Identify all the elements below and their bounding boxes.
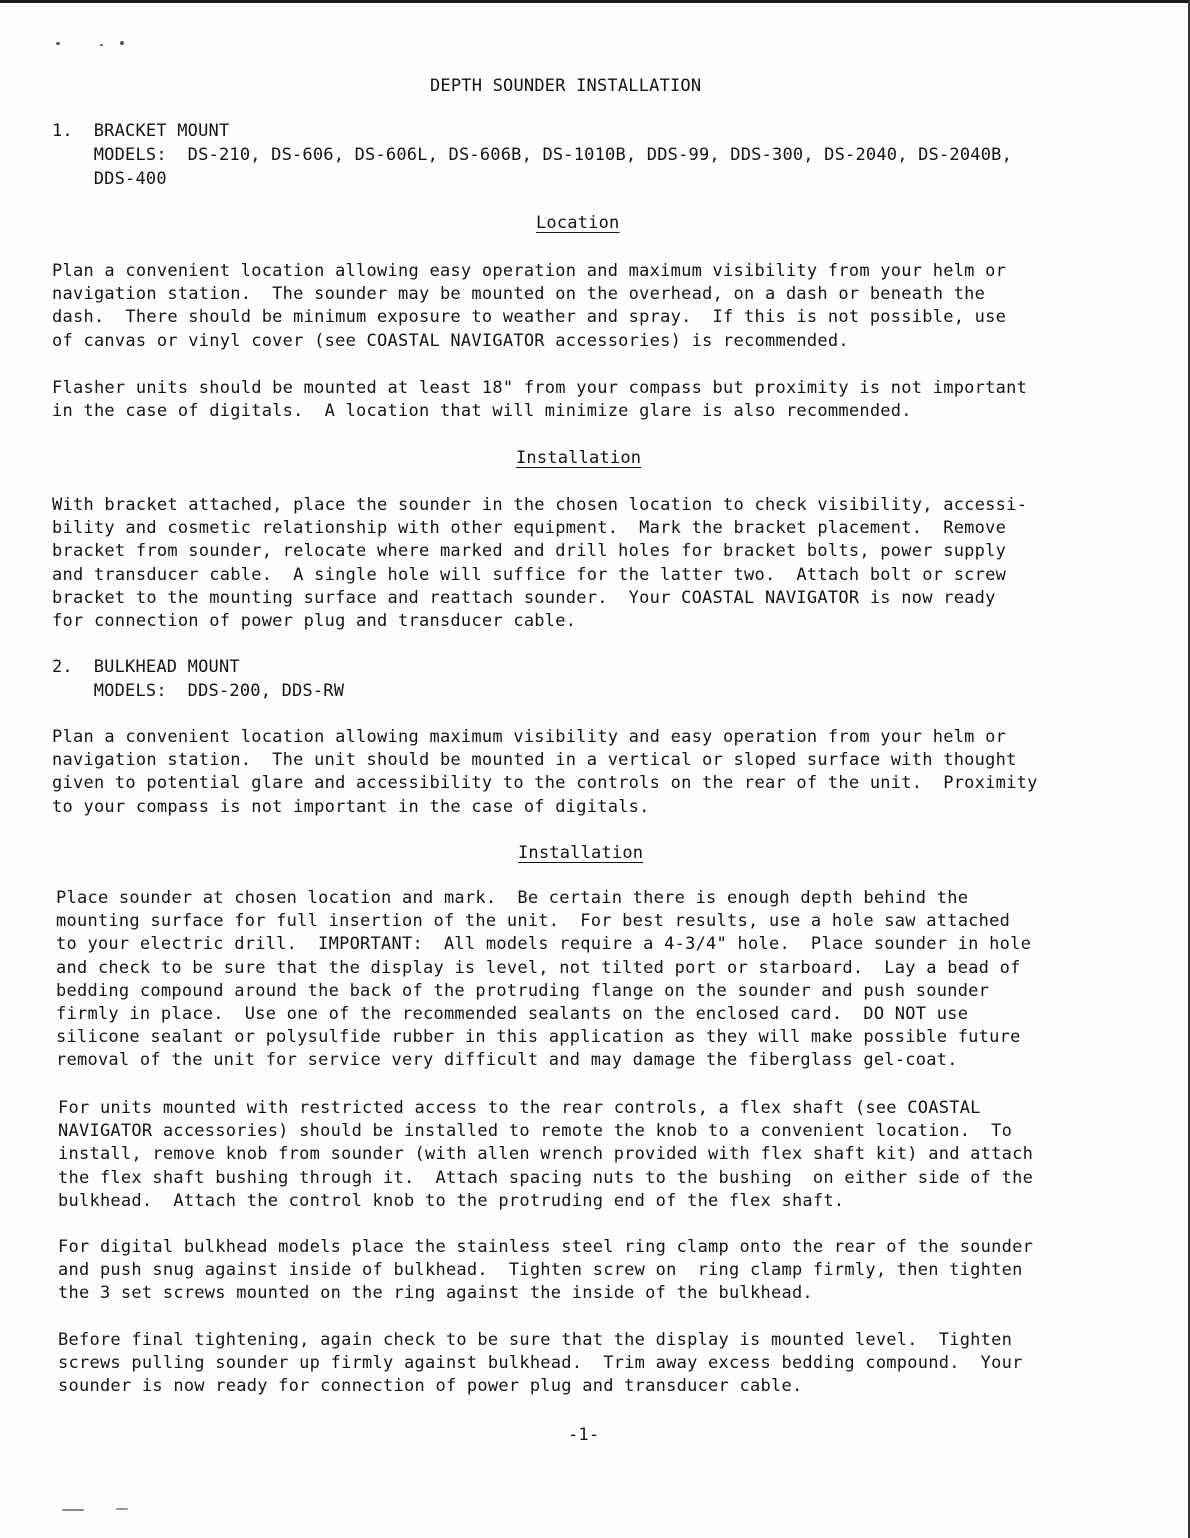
text-line: and transducer cable. A single hole will suffice for the latter two. Attach bolt or screw: [52, 564, 1007, 585]
text-line: given to potential glare and accessibility to the controls on the rear of the unit. Proximity: [52, 773, 1038, 794]
scan-speck: [56, 42, 60, 45]
section-1-heading: 1. BRACKET MOUNT: [52, 121, 230, 141]
text-line: navigation station. The unit should be mounted in a vertical or sloped surface with thought: [52, 750, 1017, 771]
flex-shaft-paragraph: [58, 1097, 1163, 1213]
location-heading: Location: [536, 213, 620, 233]
document-title: DEPTH SOUNDER INSTALLATION: [430, 76, 702, 96]
text-line: the 3 set screws mounted on the ring against the inside of the bulkhead.: [58, 1283, 813, 1304]
text-line: navigation station. The sounder may be mounted on the overhead, on a dash or beneath the: [52, 284, 986, 305]
scan-speck: [120, 41, 124, 45]
section-1-models-cont: DDS-400: [52, 169, 167, 189]
text-line: Before final tightening, again check to be sure that the display is mounted level. Tighten: [58, 1330, 1013, 1350]
page-number: -1-: [568, 1425, 600, 1445]
section-1-models: MODELS: DS-210, DS-606, DS-606L, DS-606B, DS-1010B, DDS-99, DDS-300, DS-2040, DS-2040B,: [52, 145, 1013, 165]
text-line: Flasher units should be mounted at least 18" from your compass but proximity is not important: [52, 378, 1028, 398]
text-line: For digital bulkhead models place the stainless steel ring clamp onto the rear of the sounder: [58, 1237, 1034, 1257]
scan-speck: [100, 44, 103, 46]
text-line: removal of the unit for service very difficult and may damage the fiberglass gel-coat.: [56, 1050, 958, 1071]
text-line: mounting surface for full insertion of the unit. For best results, use a hole saw attached: [56, 911, 1011, 932]
bulkhead-intro-paragraph: [52, 726, 1157, 819]
ring-clamp-paragraph: [58, 1236, 1163, 1306]
scan-speck: [62, 1509, 84, 1511]
text-line: bility and cosmetic relationship with other equipment. Mark the bracket placement. Remove: [52, 518, 1007, 539]
final-tightening-paragraph: [58, 1329, 1163, 1399]
installation-paragraph-1: [52, 494, 1157, 633]
text-line: Plan a convenient location allowing easy operation and maximum visibility from your helm or: [52, 261, 1007, 281]
text-line: of canvas or vinyl cover (see COASTAL NAVIGATOR accessories) is recommended.: [52, 330, 849, 351]
text-line: Plan a convenient location allowing maximum visibility and easy operation from your helm or: [52, 727, 1007, 747]
text-line: screws pulling sounder up firmly against bulkhead. Trim away excess bedding compound. Your: [58, 1353, 1023, 1374]
installation-paragraph-2: [56, 887, 1161, 1073]
text-line: install, remove knob from sounder (with allen wrench provided with flex shaft kit) and attach: [58, 1144, 1034, 1165]
text-line: firmly in place. Use one of the recommended sealants on the enclosed card. DO NOT use: [56, 1004, 969, 1025]
text-line: in the case of digitals. A location that will minimize glare is also recommended.: [52, 401, 912, 422]
location-paragraph-2: [52, 377, 1157, 423]
text-line: With bracket attached, place the sounder in the chosen location to check visibility, accessi-: [52, 495, 1028, 515]
scan-speck: [116, 1508, 128, 1510]
installation-heading-1: Installation: [516, 448, 642, 468]
text-line: the flex shaft bushing through it. Attach spacing nuts to the bushing on either side of the: [58, 1167, 1034, 1188]
installation-heading-2: Installation: [518, 843, 644, 863]
text-line: sounder is now ready for connection of power plug and transducer cable.: [58, 1376, 803, 1397]
text-line: for connection of power plug and transducer cable.: [52, 611, 577, 632]
location-paragraph-1: [52, 260, 1157, 353]
text-line: and push snug against inside of bulkhead. Tighten screw on ring clamp firmly, then tighten: [58, 1260, 1023, 1281]
text-line: Place sounder at chosen location and mark. Be certain there is enough depth behind the: [56, 888, 969, 908]
text-line: For units mounted with restricted access to the rear controls, a flex shaft (see COASTAL: [58, 1098, 981, 1118]
text-line: NAVIGATOR accessories) should be installed to remote the knob to a convenient location. To: [58, 1121, 1013, 1142]
text-line: dash. There should be minimum exposure to weather and spray. If this is not possible, use: [52, 307, 1007, 328]
scan-edge-top: [0, 0, 1190, 3]
text-line: to your electric drill. IMPORTANT: All models require a 4-3/4" hole. Place sounder in hole: [56, 934, 1032, 955]
text-line: bracket from sounder, relocate where marked and drill holes for bracket bolts, power supply: [52, 541, 1007, 562]
text-line: bulkhead. Attach the control knob to the protruding end of the flex shaft.: [58, 1190, 845, 1211]
section-2-heading: 2. BULKHEAD MOUNT: [52, 657, 240, 677]
text-line: bracket to the mounting surface and reattach sounder. Your COASTAL NAVIGATOR is now ready: [52, 587, 996, 608]
text-line: to your compass is not important in the case of digitals.: [52, 796, 650, 817]
text-line: silicone sealant or polysulfide rubber in this application as they will make possible future: [56, 1027, 1021, 1048]
section-2-models: MODELS: DDS-200, DDS-RW: [52, 681, 345, 701]
text-line: bedding compound around the back of the protruding flange on the sounder and push sounder: [56, 980, 990, 1001]
text-line: and check to be sure that the display is level, not tilted port or starboard. Lay a bead of: [56, 957, 1021, 978]
